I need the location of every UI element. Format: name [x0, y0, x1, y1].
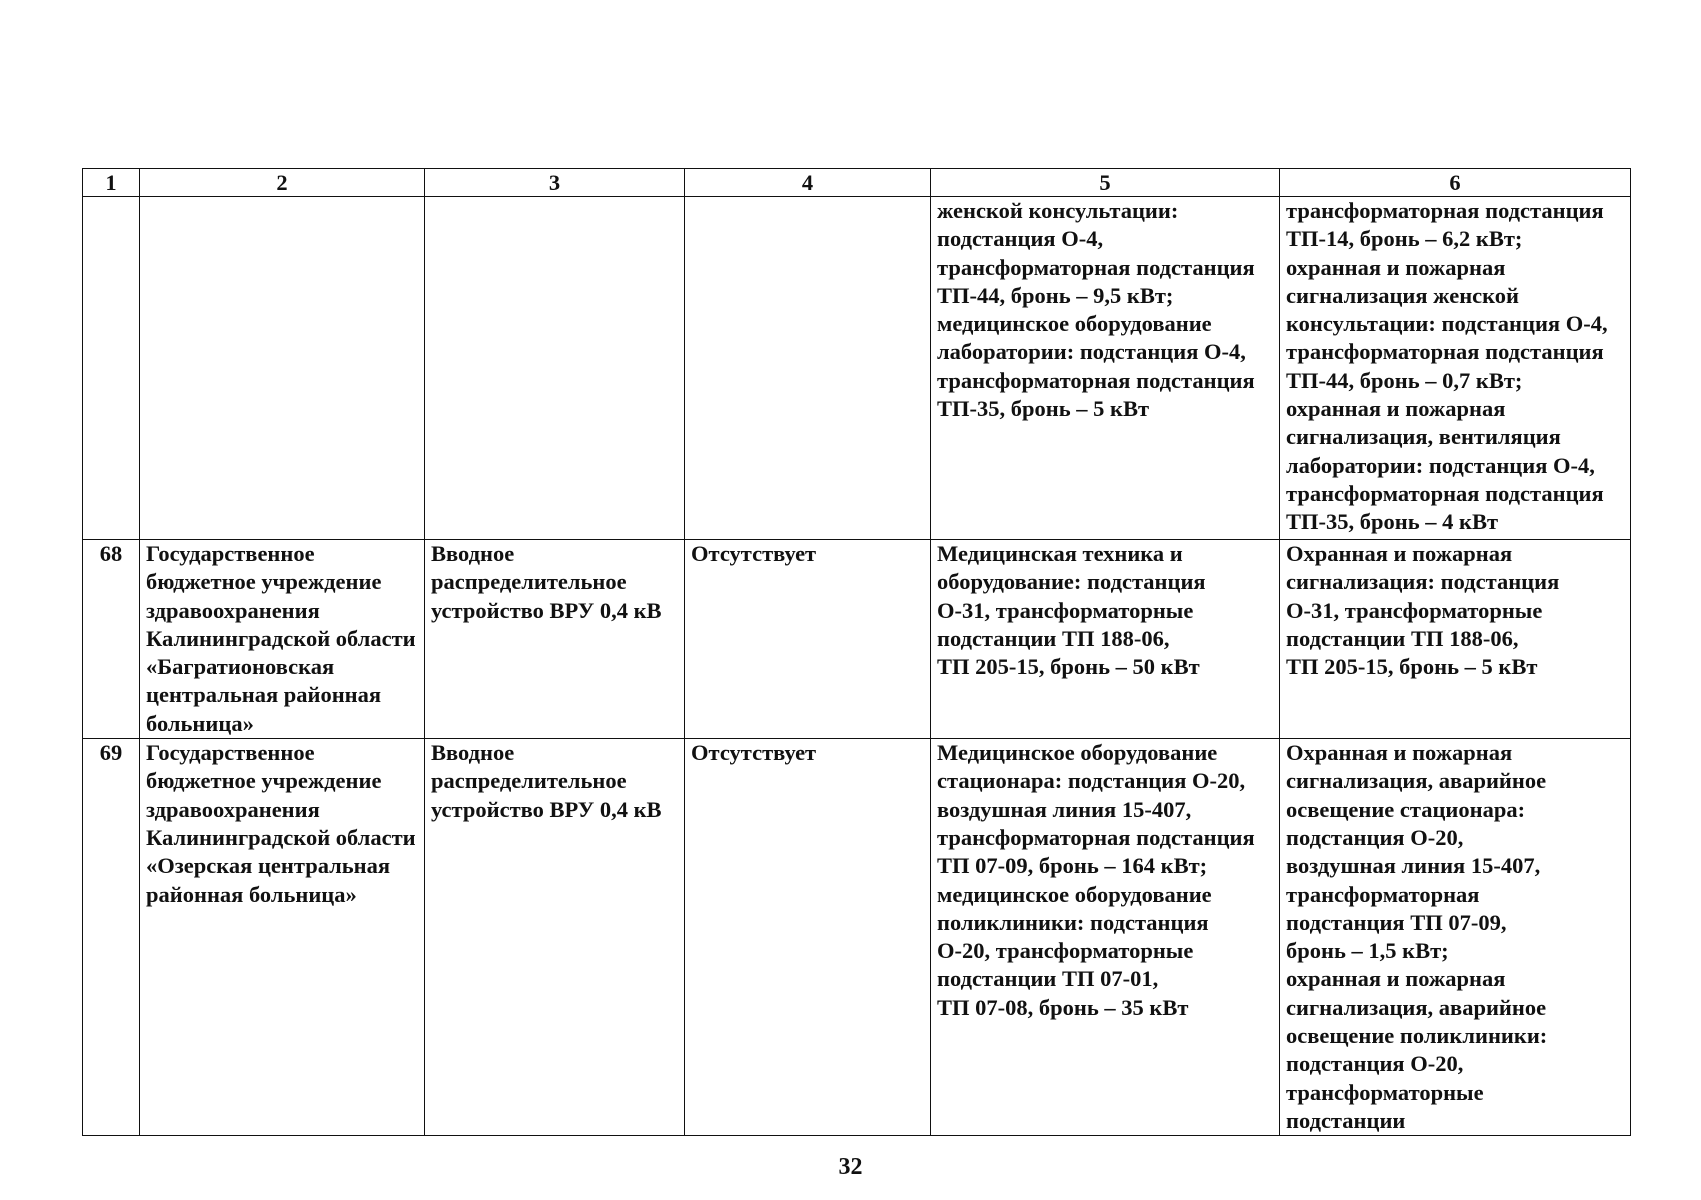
header-row — [83, 169, 1631, 197]
page-number: 32 — [838, 1154, 863, 1180]
backup-source-cell — [685, 197, 931, 540]
header-col-4: 4 — [685, 169, 931, 197]
row-number-cell — [83, 197, 140, 540]
backup-source-cell: Отсутствует — [685, 739, 931, 1136]
alarm-systems-cell: трансформаторная подстанция ТП-14, бронь – 6,2 кВт; охранная и пожарная сигнализация женской консультации: подстанция О-4, трансформаторная подстанция ТП-44, бронь – 0,7 кВт; охранная и пожарная сигнализация, вентиляция лаборатории: подстанция О-4, трансформаторная подстанция ТП-35, бронь – 4 кВт — [1280, 197, 1631, 540]
row-number-cell: 69 — [83, 739, 140, 1136]
backup-source-cell: Отсутствует — [685, 540, 931, 739]
power-source-cell — [425, 197, 685, 540]
header-col-6: 6 — [1280, 169, 1631, 197]
table-row — [83, 540, 1631, 739]
header-col-3: 3 — [425, 169, 685, 197]
organization-cell: Государственное бюджетное учреждение здравоохранения Калининградской области «Багратионовская центральная районная больница» — [140, 540, 425, 739]
power-source-cell: Вводное распределительное устройство ВРУ 0,4 кВ — [425, 540, 685, 739]
header-col-1: 1 — [83, 169, 140, 197]
table-row — [83, 197, 1631, 540]
organization-cell — [140, 197, 425, 540]
power-backup-table — [82, 168, 1631, 1136]
row-number-cell: 68 — [83, 540, 140, 739]
alarm-systems-cell: Охранная и пожарная сигнализация, аварийное освещение стационара: подстанция О-20, воздушная линия 15-407, трансформаторная подстанция ТП 07-09, бронь – 1,5 кВт; охранная и пожарная сигнализация, аварийное освещение поликлиники: подстанция О-20, трансформаторные подстанции — [1280, 739, 1631, 1136]
medical-equipment-cell: Медицинская техника и оборудование: подстанция О-31, трансформаторные подстанции ТП 188-06, ТП 205-15, бронь – 50 кВт — [931, 540, 1280, 739]
medical-equipment-cell: женской консультации: подстанция О-4, трансформаторная подстанция ТП-44, бронь – 9,5 кВт; медицинское оборудование лаборатории: подстанция О-4, трансформаторная подстанция ТП-35, бронь – 5 кВт — [931, 197, 1280, 540]
header-col-5: 5 — [931, 169, 1280, 197]
table-row — [83, 739, 1631, 1136]
power-source-cell: Вводное распределительное устройство ВРУ 0,4 кВ — [425, 739, 685, 1136]
medical-equipment-cell: Медицинское оборудование стационара: подстанция О-20, воздушная линия 15-407, трансформаторная подстанция ТП 07-09, бронь – 164 кВт; медицинское оборудование поликлиники: подстанция О-20, трансформаторные подстанции ТП 07-01, ТП 07-08, бронь – 35 кВт — [931, 739, 1280, 1136]
alarm-systems-cell: Охранная и пожарная сигнализация: подстанция О-31, трансформаторные подстанции ТП 188-06, ТП 205-15, бронь – 5 кВт — [1280, 540, 1631, 739]
header-col-2: 2 — [140, 169, 425, 197]
organization-cell: Государственное бюджетное учреждение здравоохранения Калининградской области «Озерская центральная районная больница» — [140, 739, 425, 1136]
